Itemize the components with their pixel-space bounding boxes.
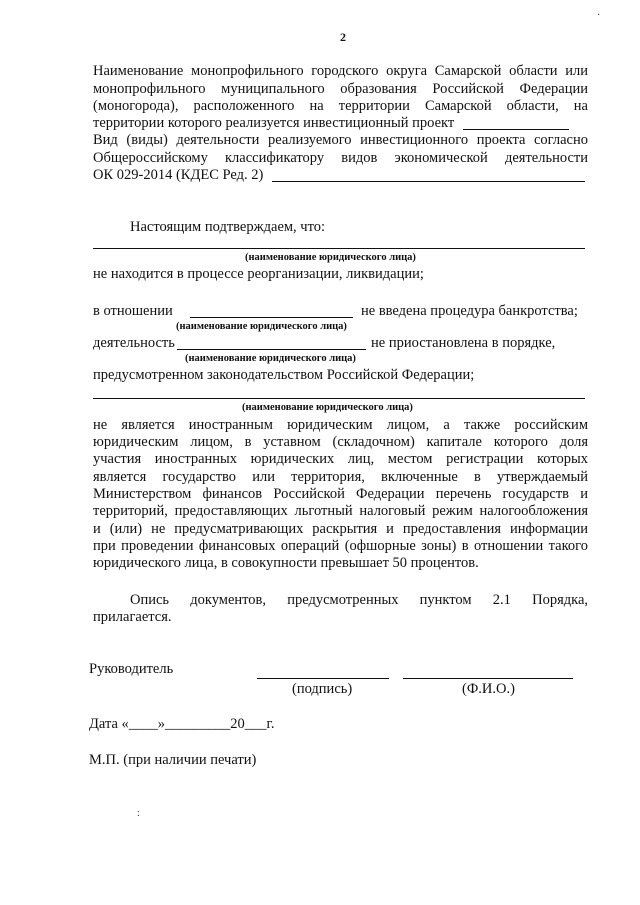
header-line-4: территории которого реализуется инвестиционный проект bbox=[93, 115, 455, 131]
date-line: Дата «____»_________20___г. bbox=[89, 716, 275, 732]
signature-line bbox=[257, 678, 389, 679]
statement-no-bankruptcy: не введена процедура банкротства; bbox=[361, 303, 578, 319]
entity-name-line-1 bbox=[93, 248, 585, 249]
signature-caption: (подпись) bbox=[292, 681, 353, 697]
header-line-6: Общероссийскому классификатору видов экономической деятельности bbox=[93, 150, 588, 166]
foreign-paragraph-line-8: при проведении финансовых операций (офшорные зоны) в отношении такого bbox=[93, 538, 588, 554]
entity-name-line-4 bbox=[93, 398, 585, 399]
statement-not-reorganizing: не находится в процессе реорганизации, ликвидации; bbox=[93, 266, 424, 282]
header-line-1: Наименование монопрофильного городского округа Самарской области или bbox=[93, 63, 588, 79]
header-line-7: ОК 029-2014 (КДЕС Ред. 2) bbox=[93, 167, 264, 183]
foreign-paragraph-line-1: не является иностранным юридическим лицом, а также российским bbox=[93, 417, 588, 433]
entity-name-caption-1: (наименование юридического лица) bbox=[245, 252, 416, 263]
project-blank-line bbox=[463, 129, 569, 130]
page-number: 2 bbox=[340, 30, 346, 44]
statement-by-law: предусмотренном законодательством Российской Федерации; bbox=[93, 367, 475, 383]
statement-activity: деятельность bbox=[93, 335, 175, 351]
scan-mark: : bbox=[137, 808, 140, 819]
foreign-paragraph-line-2: юридическим лицом, в уставном (складочном) капитале которого доля bbox=[93, 434, 588, 450]
foreign-paragraph-line-6: территорий, предоставляющих льготный налоговый режим налогообложения bbox=[93, 503, 588, 519]
head-label: Руководитель bbox=[89, 661, 174, 677]
full-name-line bbox=[403, 678, 573, 679]
foreign-paragraph-line-4: является государство или территория, включенные в утверждаемый bbox=[93, 469, 588, 485]
header-line-2: монопрофильного муниципального образования Российской Федерации bbox=[93, 81, 588, 97]
foreign-paragraph-line-9: юридического лица, в совокупности превышает 50 процентов. bbox=[93, 555, 479, 571]
entity-name-line-2 bbox=[190, 317, 353, 318]
statement-not-suspended: не приостановлена в порядке, bbox=[371, 335, 556, 351]
attachment-line-1: Опись документов, предусмотренных пунктом 2.1 Порядка, bbox=[130, 592, 588, 608]
entity-name-line-3 bbox=[177, 349, 366, 350]
okved-blank-line bbox=[272, 181, 585, 182]
entity-name-caption-4: (наименование юридического лица) bbox=[242, 402, 413, 413]
entity-name-caption-2: (наименование юридического лица) bbox=[176, 321, 347, 332]
header-line-3: (моногорода), расположенного на территории Самарской области, на bbox=[93, 98, 588, 114]
stamp-line: М.П. (при наличии печати) bbox=[89, 752, 257, 768]
scan-mark: · bbox=[597, 10, 601, 21]
entity-name-caption-3: (наименование юридического лица) bbox=[185, 353, 356, 364]
statement-in-respect-of: в отношении bbox=[93, 303, 173, 319]
attachment-line-2: прилагается. bbox=[93, 609, 172, 625]
foreign-paragraph-line-5: Министерством финансов Российской Федерации перечень государств и bbox=[93, 486, 588, 502]
full-name-caption: (Ф.И.О.) bbox=[462, 681, 515, 697]
foreign-paragraph-line-3: участия иностранных юридических лиц, местом регистрации которых bbox=[93, 451, 588, 467]
header-line-5: Вид (виды) деятельности реализуемого инвестиционного проекта согласно bbox=[93, 132, 588, 148]
foreign-paragraph-line-7: и (или) не предусматривающих раскрытия и предоставления информации bbox=[93, 521, 588, 537]
confirm-intro: Настоящим подтверждаем, что: bbox=[130, 219, 326, 235]
